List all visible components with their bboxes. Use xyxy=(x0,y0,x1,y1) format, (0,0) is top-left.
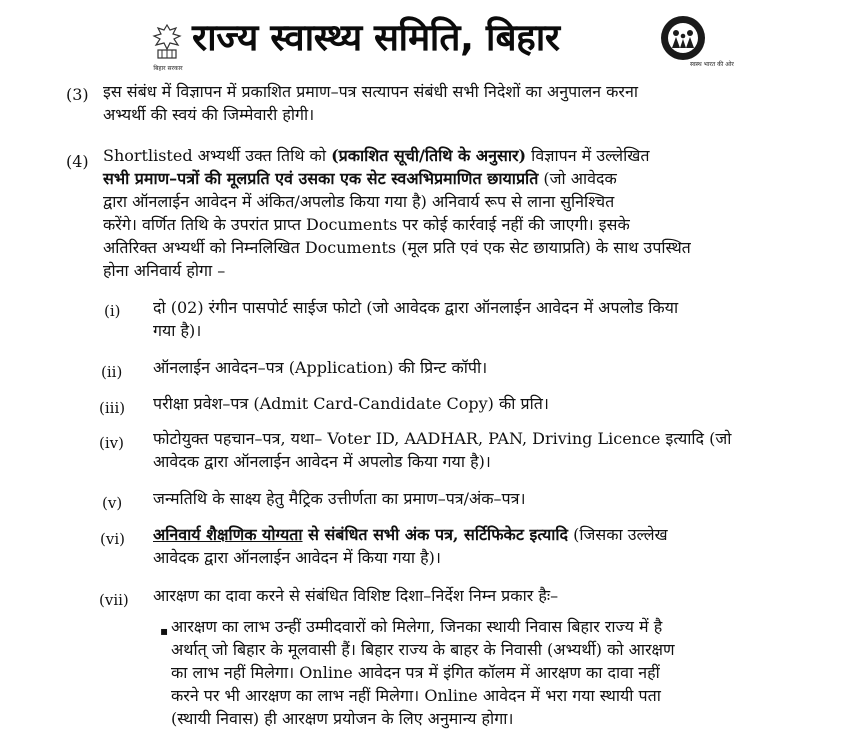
bullet-line: (स्थायी निवास) ही आरक्षण प्रयोजन के लिए अनुमान्य होगा। xyxy=(171,709,514,728)
item-line: गया है)। xyxy=(153,321,202,340)
item-line: ऑनलाईन आवेदन–पत्र (Application) की प्रिन्ट कॉपी। xyxy=(153,358,488,377)
item-number: (i) xyxy=(104,302,121,320)
item-number: (iii) xyxy=(99,399,126,417)
item-number: (iv) xyxy=(99,434,124,452)
paragraph-line xyxy=(103,144,838,168)
text-segment-bold: से संबंधित सभी अंक पत्र, सर्टिफिकेट इत्यादि xyxy=(302,525,569,544)
paragraph-number: (4) xyxy=(66,152,89,171)
item-number: (vii) xyxy=(99,591,129,609)
bullet-line: करने पर भी आरक्षण का लाभ नहीं मिलेगा। Online आवेदन में भरा गया स्थायी पता xyxy=(171,686,661,705)
text-segment: (जो आवेदक xyxy=(538,169,617,188)
bullet-line: आरक्षण का लाभ उन्हीं उम्मीदवारों को मिलेगा, जिनका स्थायी निवास बिहार राज्य में है xyxy=(171,617,663,636)
paragraph-line: अभ्यर्थी की स्वयं की जिम्मेवारी होगी। xyxy=(103,105,315,124)
item-line: आवेदक द्वारा ऑनलाईन आवेदन में किया गया है)। xyxy=(153,548,441,567)
item-line: आवेदक द्वारा ऑनलाईन आवेदन में अपलोड किया गया है)। xyxy=(153,452,491,471)
item-line: दो (02) रंगीन पासपोर्ट साईज फोटो (जो आवेदक द्वारा ऑनलाईन आवेदन में अपलोड किया xyxy=(153,298,679,317)
paragraph-line: अतिरिक्त अभ्यर्थी को निम्नलिखित Documents (मूल प्रति एवं एक सेट छायाप्रति) के साथ उपस्थित xyxy=(103,238,691,257)
bullet-icon: ▪ xyxy=(160,624,169,638)
paragraph-line: इस संबंध में विज्ञापन में प्रकाशित प्रमाण–पत्र सत्यापन संबंधी सभी निदेशों का अनुपालन करना xyxy=(103,82,638,101)
text-segment-bold: (प्रकाशित सूची/तिथि के अनुसार) xyxy=(331,146,527,165)
text-segment: Shortlisted अभ्यर्थी उक्त तिथि को xyxy=(103,146,332,165)
item-line: फोटोयुक्त पहचान–पत्र, यथा– Voter ID, AADHAR, PAN, Driving Licence इत्यादि (जो xyxy=(153,429,732,448)
text-segment: (जिसका उल्लेख xyxy=(568,525,668,544)
organization-title: राज्य स्वास्थ्य समिति, बिहार xyxy=(192,16,560,59)
nhm-caption: स्वस्थ भारत की ओर xyxy=(690,61,734,68)
emblem-caption: बिहार सरकार xyxy=(153,65,183,72)
paragraph-line: द्वारा ऑनलाईन आवेदन में अंकित/अपलोड किया गया है) अनिवार्य रूप से लाना सुनिश्चित xyxy=(103,192,615,211)
paragraph-line xyxy=(103,167,838,191)
item-number: (vi) xyxy=(100,530,125,548)
bihar-emblem-icon xyxy=(150,22,184,62)
text-segment-bold-underline: अनिवार्य शैक्षणिक योग्यता xyxy=(153,525,303,544)
item-line: आरक्षण का दावा करने से संबंधित विशिष्ट दिशा–निर्देश निम्न प्रकार हैः– xyxy=(153,586,559,605)
text-segment: विज्ञापन में उल्लेखित xyxy=(526,146,650,165)
bullet-line: अर्थात् जो बिहार के मूलवासी हैं। बिहार राज्य के बाहर के निवासी (अभ्यर्थी) को आरक्षण xyxy=(171,640,675,659)
item-number: (ii) xyxy=(101,363,123,381)
paragraph-number: (3) xyxy=(66,85,89,104)
bullet-line: का लाभ नहीं मिलेगा। Online आवेदन पत्र में इंगित कॉलम में आरक्षण का दावा नहीं xyxy=(171,663,660,682)
item-line xyxy=(153,523,843,545)
text-segment-bold: सभी प्रमाण–पत्रों की मूलप्रति एवं उसका एक सेट स्वअभिप्रमाणित छायाप्रति xyxy=(103,169,539,188)
letterhead xyxy=(0,0,867,74)
item-line: जन्मतिथि के साक्ष्य हेतु मैट्रिक उत्तीर्णता का प्रमाण–पत्र/अंक–पत्र। xyxy=(153,489,526,508)
item-number: (v) xyxy=(102,494,123,512)
item-line: परीक्षा प्रवेश–पत्र (Admit Card-Candidate Copy) की प्रति। xyxy=(153,394,549,413)
paragraph-line: होना अनिवार्य होगा – xyxy=(103,261,226,280)
paragraph-line: करेंगे। वर्णित तिथि के उपरांत प्राप्त Documents पर कोई कार्रवाई नहीं की जाएगी। इसके xyxy=(103,215,630,234)
